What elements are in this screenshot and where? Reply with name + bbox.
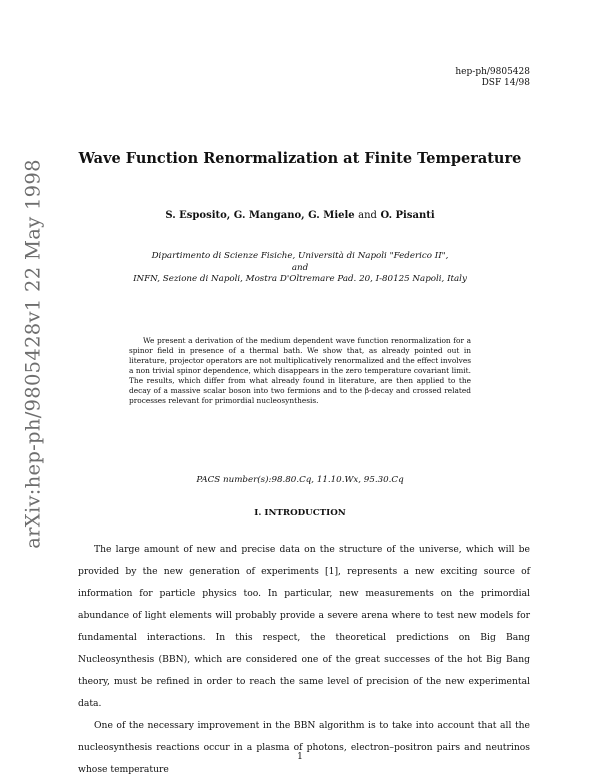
- abstract: We present a derivation of the medium dependent wave function renormalization for a spinor field in presence of a thermal bath. We show that, as already pointed out in literature, projector operators are not multiplicatively renormalized and the effect involves a non trivial spinor dependence, which disappears in the zero temperature covariant limit. The results, which differ from what already found in literature, are then applied to the decay of a massive scalar boson into two fermions and to the β-decay and crossed related processes relevant for primordial nucleosynthesis.: [129, 336, 471, 405]
- pacs-numbers: PACS number(s):98.80.Cq, 11.10.Wx, 95.30.Cq: [196, 475, 404, 485]
- arxiv-id: hep-ph/9805428: [455, 67, 530, 77]
- report-numbers: [455, 67, 530, 89]
- author-last: O. Pisanti: [380, 210, 435, 221]
- paragraph: One of the necessary improvement in the BBN algorithm is to take into account that all the nucleosynthesis reactions occur in a plasma of photons, electron–positron pairs and neutrinos whose temperature: [78, 720, 530, 775]
- section-heading: I. INTRODUCTION: [254, 508, 346, 518]
- affiliation: [0, 251, 600, 286]
- arxiv-watermark: arXiv:hep-ph/9805428v1 22 May 1998: [21, 159, 45, 549]
- preprint-number: DSF 14/98: [481, 78, 530, 88]
- affiliation-line-1: Dipartimento di Scienze Fisiche, Università di Napoli "Federico II",: [151, 251, 449, 261]
- paragraph: The large amount of new and precise data on the structure of the universe, which will be provided by the new generation of experiments [1], represents a new exciting source of information for particle physics too. In particular, new measurements on the primordial abundance of light elements will probably provide a severe arena where to test new models for fundamental interactions. In this respect, the theoretical predictions on Big Bang Nucleosynthesis (BBN), which are considered one of the great successes of the hot Big Bang theory, must be refined in order to reach the same level of precision of the new experimental data.: [78, 544, 530, 709]
- author-names: S. Esposito, G. Mangano, G. Miele: [165, 210, 355, 221]
- body-text: [78, 539, 530, 781]
- paper-title: Wave Function Renormalization at Finite Temperature: [78, 150, 522, 167]
- author-list: [0, 210, 600, 221]
- page-number: 1: [297, 752, 303, 762]
- affiliation-line-2: and: [291, 262, 309, 273]
- affiliation-line-3: INFN, Sezione di Napoli, Mostra D'Oltremare Pad. 20, I-80125 Napoli, Italy: [133, 274, 467, 284]
- author-conjunction: and: [358, 210, 377, 221]
